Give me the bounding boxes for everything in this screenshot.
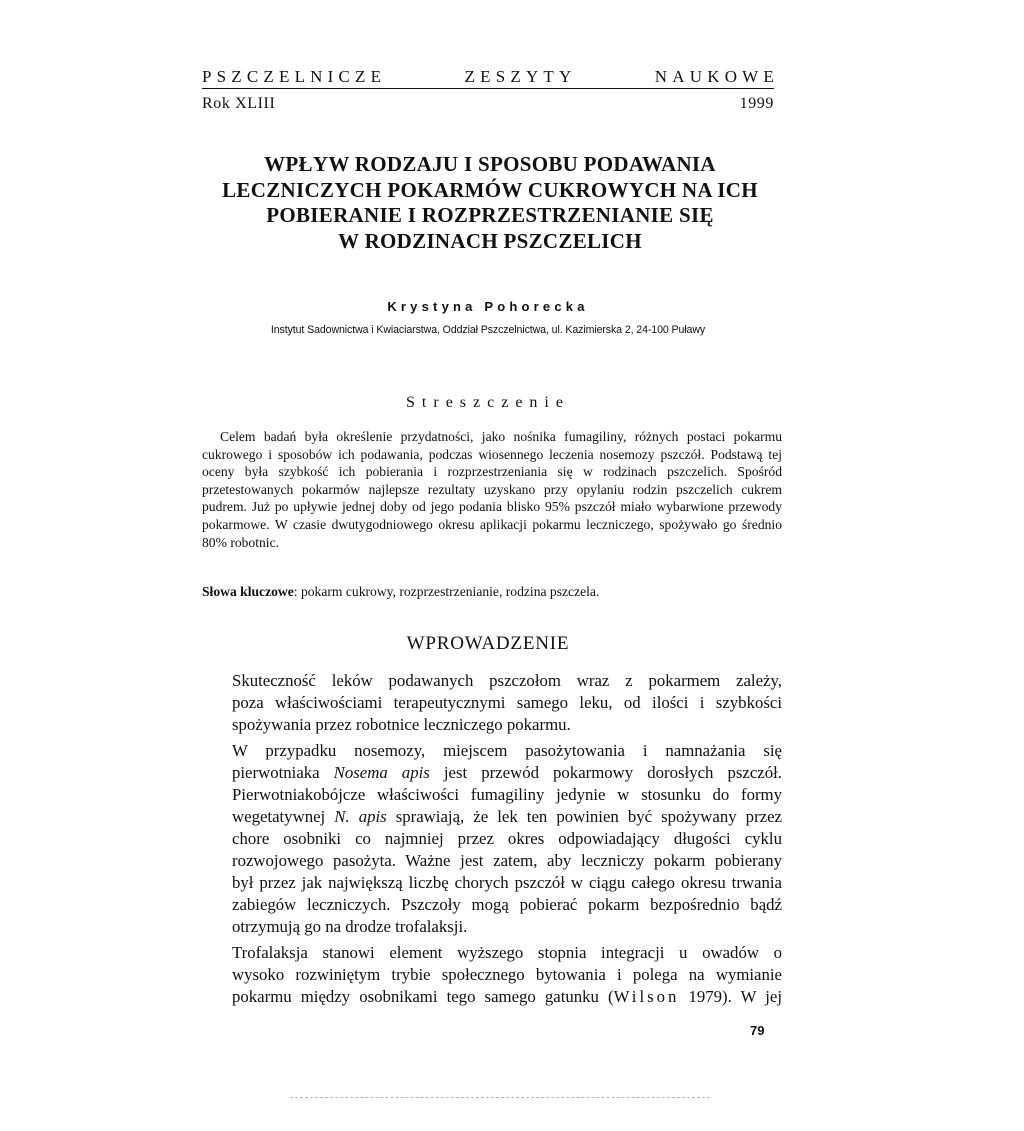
text-line: rozwojowego pasożyta. Ważne jest zatem, aby leczniczy pokarm pobierany <box>232 851 782 870</box>
title-line: WPŁYW RODZAJU I SPOSOBU PODAWANIA <box>264 152 716 176</box>
species-name: N. apis <box>334 807 387 826</box>
title-line: POBIERANIE I ROZPRZESTRZENIANIE SIĘ <box>266 203 714 227</box>
abstract-heading: Streszczenie <box>406 394 570 411</box>
text-line: otrzymują go na drodze trofalaksji. <box>232 917 468 936</box>
journal-name <box>202 66 779 89</box>
volume-label: Rok XLIII <box>202 95 276 112</box>
abstract-text: Celem badań była określenie przydatności, jako nośnika fumagiliny, różnych postaci pokarmu cukrowego i sposobów ich podawania, podczas wiosennego leczenia nosemozy pszczół. Podstawą tej oceny była szybkość ich pobierania i rozprzestrzeniania się w rodzinach pszczelich. Spośród przetestowanych pokarmów najlepsze rezultaty uzyskano przy opylaniu rodzin pszczelich cukrem pudrem. Już po upływie jednej doby od jego podania blisko 95% pszczół miało wybarwione przewody pokarmowe. W czasie dwutygodniowego okresu aplikacji pokarmu leczniczego, spożywało go średnio 80% robotnic. <box>202 429 782 550</box>
page-number: 79 <box>750 1023 765 1038</box>
text-line: zabiegów leczniczych. Pszczoły mogą pobierać pokarm bezpośrednio bądź <box>232 895 782 914</box>
paragraph <box>202 942 782 1008</box>
text-line: Trofalaksja stanowi element wyższego stopnia integracji u owadów o <box>232 943 782 962</box>
keywords <box>202 583 782 600</box>
keywords-label: Słowa kluczowe <box>202 584 294 599</box>
introduction-body <box>202 670 782 1012</box>
volume-row <box>202 94 774 114</box>
journal-word-1: PSZCZELNICZE <box>202 67 387 86</box>
abstract <box>202 428 782 551</box>
journal-word-3: NAUKOWE <box>654 67 779 86</box>
cited-author: Wilson <box>613 987 680 1006</box>
journal-word-2: ZESZYTY <box>464 67 577 86</box>
publication-year: 1999 <box>739 95 774 112</box>
paper-title <box>150 152 830 254</box>
section-heading: WPROWADZENIE <box>406 633 570 654</box>
text-line: spożywania przez robotnice leczniczego pokarmu. <box>232 715 571 734</box>
species-name: Nosema apis <box>333 763 430 782</box>
text-line: wysoko rozwiniętym trybie społecznego bytowania i polega na wymianie <box>232 965 782 984</box>
text-line: Skuteczność leków podawanych pszczołom wraz z pokarmem zależy, <box>232 671 782 690</box>
paragraph <box>202 670 782 736</box>
text-line: Pierwotniakobójcze właściwości fumagiliny jedynie w stosunku do formy <box>232 785 782 804</box>
text-line: pokarmu między osobnikami tego samego gatunku (Wilson 1979). W jej <box>232 987 782 1006</box>
scan-artifact <box>290 1097 710 1102</box>
text-line: chore osobniki co najmniej przez okres odpowiadający długości cyklu <box>232 829 782 848</box>
title-line: W RODZINACH PSZCZELICH <box>338 228 642 253</box>
paragraph <box>202 740 782 938</box>
keywords-list: : pokarm cukrowy, rozprzestrzenianie, rodzina pszczela. <box>293 584 600 599</box>
text-line: był przez jak największą liczbę chorych pszczół w ciągu całego okresu trwania <box>232 873 782 892</box>
title-line: LECZNICZYCH POKARMÓW CUKROWYCH NA ICH <box>222 177 758 202</box>
text-line: W przypadku nosemozy, miejscem pasożytowania i namnażania się <box>232 741 782 760</box>
text-line: poza właściwościami terapeutycznymi samego leku, od ilości i szybkości <box>232 693 782 712</box>
author-name: Krystyna Pohorecka <box>387 299 589 314</box>
author-affiliation: Instytut Sadownictwa i Kwiaciarstwa, Oddział Pszczelnictwa, ul. Kazimierska 2, 24-100 Puławy <box>270 324 706 336</box>
text-line: wegetatywnej N. apis sprawiają, że lek ten powinien być spożywany przez <box>232 807 782 826</box>
text-line: pierwotniaka Nosema apis jest przewód pokarmowy dorosłych pszczół. <box>232 763 782 782</box>
